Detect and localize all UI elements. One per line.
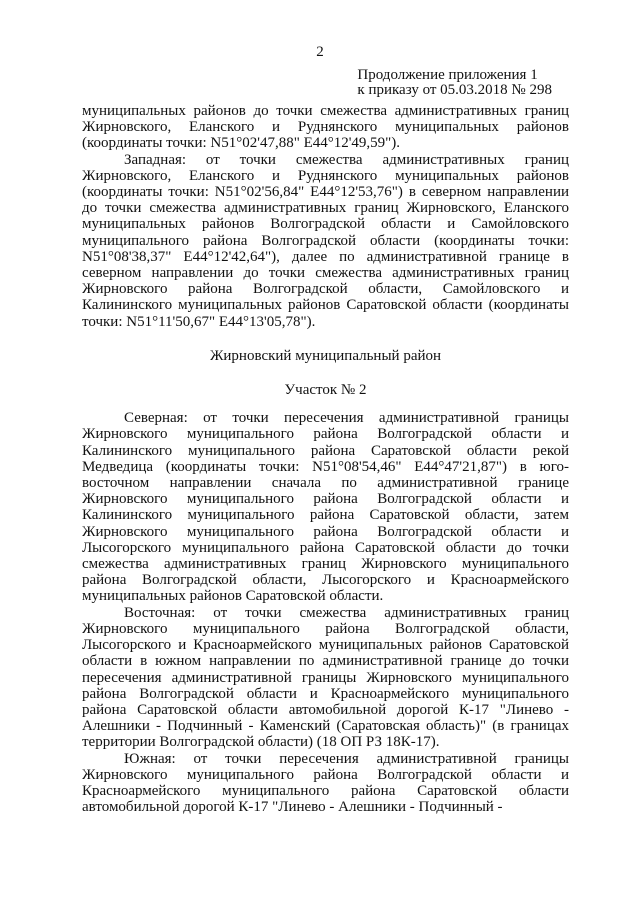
document-body xyxy=(82,103,569,815)
paragraph-west-boundary: Западная: от точки смежества административных границ Жирновского, Еланского и Руднянского муниципальных районов (координаты точки: N51°02'56,84" E44°12'53,76") в северном направлении до точки смежества административных границ Жирновского, Еланского муниципальных районов Волгоградской области и Самойловского муниципального района Волгоградской области (координаты точки: N51°08'38,37" E44°12'42,64"), далее по административной границе в северном направлении до точки смежества административных границ Жирновского района Волгоградской области, Самойловского и Калининского муниципальных районов Саратовской области (координаты точки: N51°11'50,67" E44°13'05,78"). xyxy=(82,151,569,330)
order-reference: к приказу от 05.03.2018 № 298 xyxy=(357,82,552,98)
page-number: 2 xyxy=(316,44,324,60)
paragraph-south-boundary: Южная: от точки пересечения административной границы Жирновского муниципального района Волгоградской области и Красноармейского муниципального района Саратовской области автомобильной дорогой К-17 "Линево - Алешники - Подчинный - xyxy=(82,750,569,816)
appendix-header xyxy=(357,68,552,98)
section-heading-district: Жирновский муниципальный район xyxy=(209,347,442,364)
paragraph-continuation: муниципальных районов до точки смежества административных границ Жирновского, Еланского и Руднянского муниципальных районов (координаты точки: N51°02'47,88" E44°12'49,59"). xyxy=(82,103,569,152)
appendix-continuation: Продолжение приложения 1 xyxy=(357,67,538,83)
section-heading-plot: Участок № 2 xyxy=(284,382,367,399)
paragraph-east-boundary: Восточная: от точки смежества административных границ Жирновского муниципального района Волгоградской области, Лысогорского и Красноармейского муниципальных районов Саратовской области в южном направлении по административной границе до точки пересечения административной границы Жирновского муниципального района Волгоградской области и Красноармейского муниципального района Саратовской области автомобильной дорогой К-17 "Линево - Алешники - Подчинный - Каменский (Саратовская область)" (в границах территории Волгоградской области) (18 ОП РЗ 18К-17). xyxy=(82,604,569,751)
paragraph-north-boundary: Северная: от точки пересечения административной границы Жирновского муниципального района Волгоградской области и Калининского муниципального района Саратовской области рекой Медведица (координаты точки: N51°08'54,46" E44°47'21,87") в юго-восточном направлении сначала по административной границе Жирновского муниципального района Волгоградской области и Калининского муниципального района Саратовской области, затем Жирновского муниципального района Волгоградской области и Лысогорского муниципального района Саратовской области до точки смежества административных границ Жирновского муниципального района Волгоградской области, Лысогорского и Красноармейского муниципальных районов Саратовской области. xyxy=(82,410,569,605)
